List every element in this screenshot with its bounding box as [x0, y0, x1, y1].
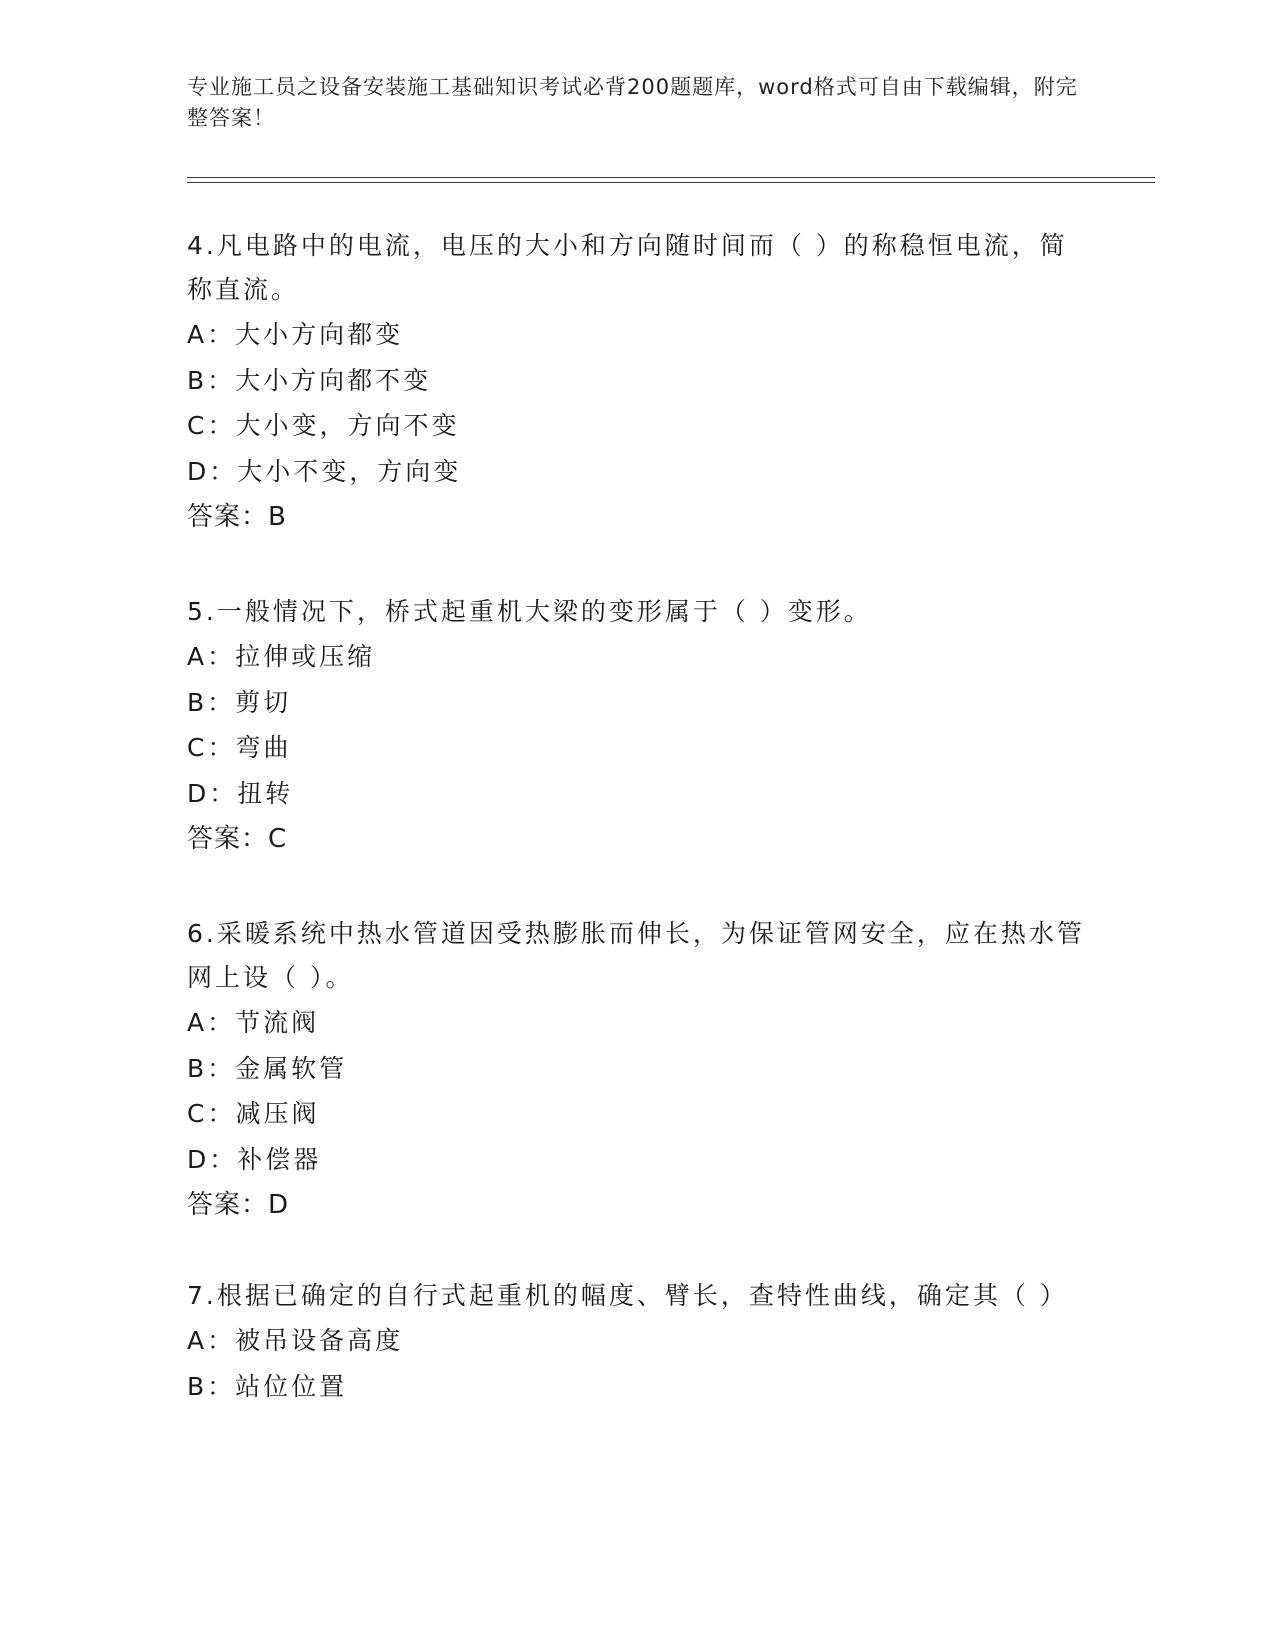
option-c: C：减压阀 — [187, 1099, 320, 1128]
question-text: 4.凡电路中的电流，电压的大小和方向随时间而（ ）的称稳恒电流，简称直流。 — [187, 231, 1068, 304]
header-divider-top — [187, 177, 1155, 178]
option-c: C：大小变，方向不变 — [187, 411, 460, 440]
option-a: A：节流阀 — [187, 1008, 320, 1037]
answer-label: 答案：D — [187, 1190, 290, 1220]
question-6 — [187, 912, 1087, 1228]
question-text: 5.一般情况下，桥式起重机大梁的变形属于（ ）变形。 — [187, 597, 872, 626]
option-a: A：拉伸或压缩 — [187, 642, 376, 671]
question-5 — [187, 590, 1087, 862]
answer-label: 答案：C — [187, 824, 288, 854]
question-4 — [187, 224, 1087, 540]
option-b: B：金属软管 — [187, 1053, 348, 1083]
option-b: B：大小方向都不变 — [187, 365, 432, 395]
document-header: 专业施工员之设备安装施工基础知识考试必背200题题库，word格式可自由下载编辑，附完整答案！ — [187, 75, 1078, 130]
option-a: A：大小方向都变 — [187, 320, 404, 349]
option-c: C：弯曲 — [187, 733, 292, 762]
header-divider-bottom — [187, 182, 1155, 183]
option-a: A：被吊设备高度 — [187, 1326, 404, 1355]
answer-label: 答案：B — [187, 502, 287, 532]
question-text: 7.根据已确定的自行式起重机的幅度、臂长，查特性曲线，确定其（ ） — [187, 1281, 1068, 1310]
option-d: D：扭转 — [187, 778, 294, 808]
option-d: D：大小不变，方向变 — [187, 456, 462, 486]
question-text: 6.采暖系统中热水管道因受热膨胀而伸长，为保证管网安全，应在热水管网上设（ ）。 — [187, 919, 1085, 992]
option-b: B：站位位置 — [187, 1371, 348, 1401]
option-b: B：剪切 — [187, 687, 292, 717]
question-7 — [187, 1274, 1087, 1409]
option-d: D：补偿器 — [187, 1144, 322, 1174]
